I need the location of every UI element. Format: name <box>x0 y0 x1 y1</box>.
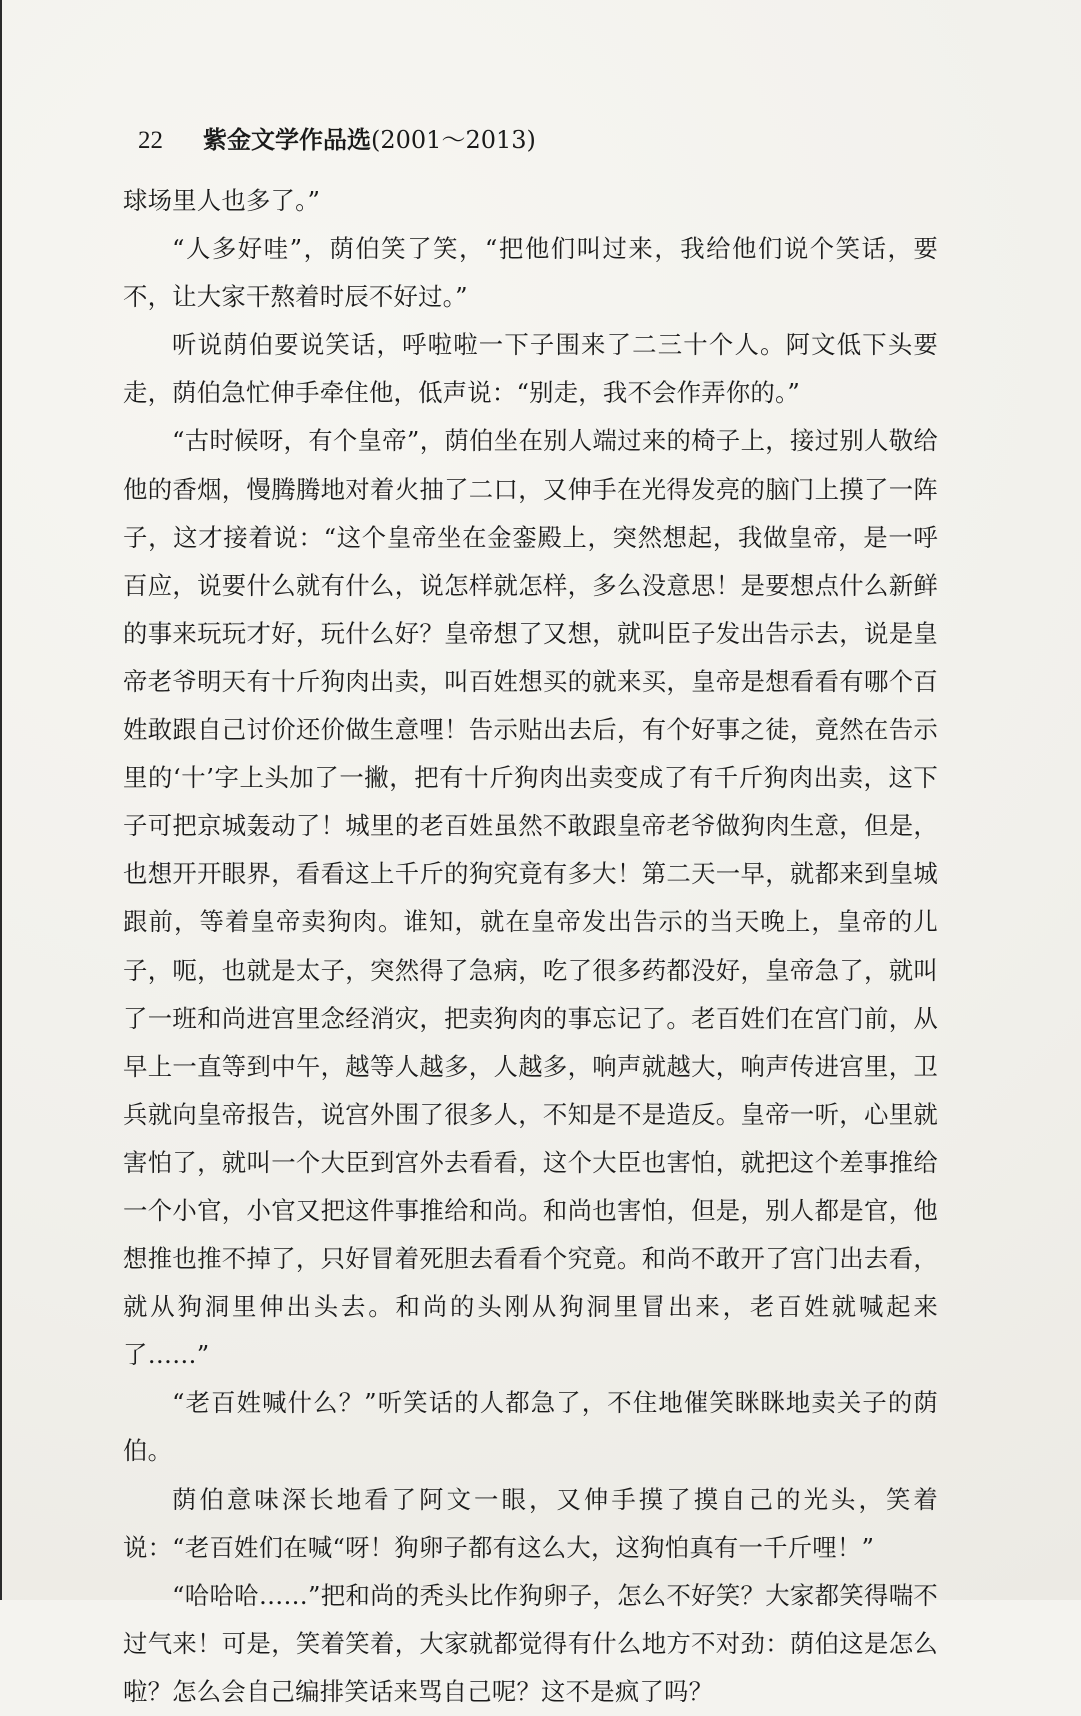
paragraph: “哈哈哈……”把和尚的秃头比作狗卵子，怎么不好笑？大家都笑得喘不过气来！可是，笑着笑着，大家就都觉得有什么地方不对劲：荫伯这是怎么啦？怎么会自己编排笑话来骂自己呢？这不是疯了吗？ <box>123 1580 938 1706</box>
paragraph: “古时候呀，有个皇帝”，荫伯坐在别人端过来的椅子上，接过别人敬给他的香烟，慢腾腾地对着火抽了二口，又伸手在光得发亮的脑门上摸了一阵子，这才接着说：“这个皇帝坐在金銮殿上，突然想起，我做皇帝，是一呼百应，说要什么就有什么，说怎样就怎样，多么没意思！是要想点什么新鲜的事来玩玩才好，玩什么好？皇帝想了又想，就叫臣子发出告示去，说是皇帝老爷明天有十斤狗肉出卖，叫百姓想买的就来买，皇帝是想看看有哪个百姓敢跟自己讨价还价做生意哩！告示贴出去后，有个好事之徒，竟然在告示里的‘十’字上头加了一撇，把有十斤狗肉出卖变成了有千斤狗肉出卖，这下子可把京城轰动了！城里的老百姓虽然不敢跟皇帝老爷做狗肉生意，但是，也想开开眼界，看看这上千斤的狗究竟有多大！第二天一早，就都来到皇城跟前，等着皇帝卖狗肉。谁知，就在皇帝发出告示的当天晚上，皇帝的儿子，呃，也就是太子，突然得了急病，吃了很多药都没好，皇帝急了，就叫了一班和尚进宫里念经消灾，把卖狗肉的事忘记了。老百姓们在宫门前，从早上一直等到中午，越等人越多，人越多，响声就越大，响声传进宫里，卫兵就向皇帝报告，说宫外围了很多人，不知是不是造反。皇帝一听，心里就害怕了，就叫一个大臣到宫外去看看，这个大臣也害怕，就把这个差事推给一个小官，小官又把这件事推给和尚。和尚也害怕，但是，别人都是官，他想推也推不掉了，只好冒着死胆去看看个究竟。和尚不敢开了宫门出去看，就从狗洞里伸出头去。和尚的头刚从狗洞里冒出来，老百姓就喊起来了……” <box>123 426 938 1370</box>
scan-edge-line <box>0 0 2 1600</box>
book-title: 紫金文学作品选 <box>203 126 371 154</box>
paragraph: 荫伯意味深长地看了阿文一眼，又伸手摸了摸自己的光头，笑着说：“老百姓们在喊“呀！狗卵子都有这么大，这狗怕真有一千斤哩！” <box>123 1484 938 1562</box>
page-number: 22 <box>138 127 163 154</box>
paragraph: 球场里人也多了。” <box>123 186 321 215</box>
book-years: (2001～2013) <box>371 126 536 154</box>
paragraph: “老百姓喊什么？”听笑话的人都急了，不住地催笑眯眯地卖关子的荫伯。 <box>123 1388 938 1466</box>
paragraph: 听说荫伯要说笑话，呼啦啦一下子围来了二三十个人。阿文低下头要走，荫伯急忙伸手牵住他，低声说：“别走，我不会作弄你的。” <box>123 330 938 408</box>
running-header <box>138 120 536 156</box>
body-text <box>123 177 938 1716</box>
paragraph: “人多好哇”，荫伯笑了笑，“把他们叫过来，我给他们说个笑话，要不，让大家干熬着时辰不好过。” <box>123 234 938 312</box>
